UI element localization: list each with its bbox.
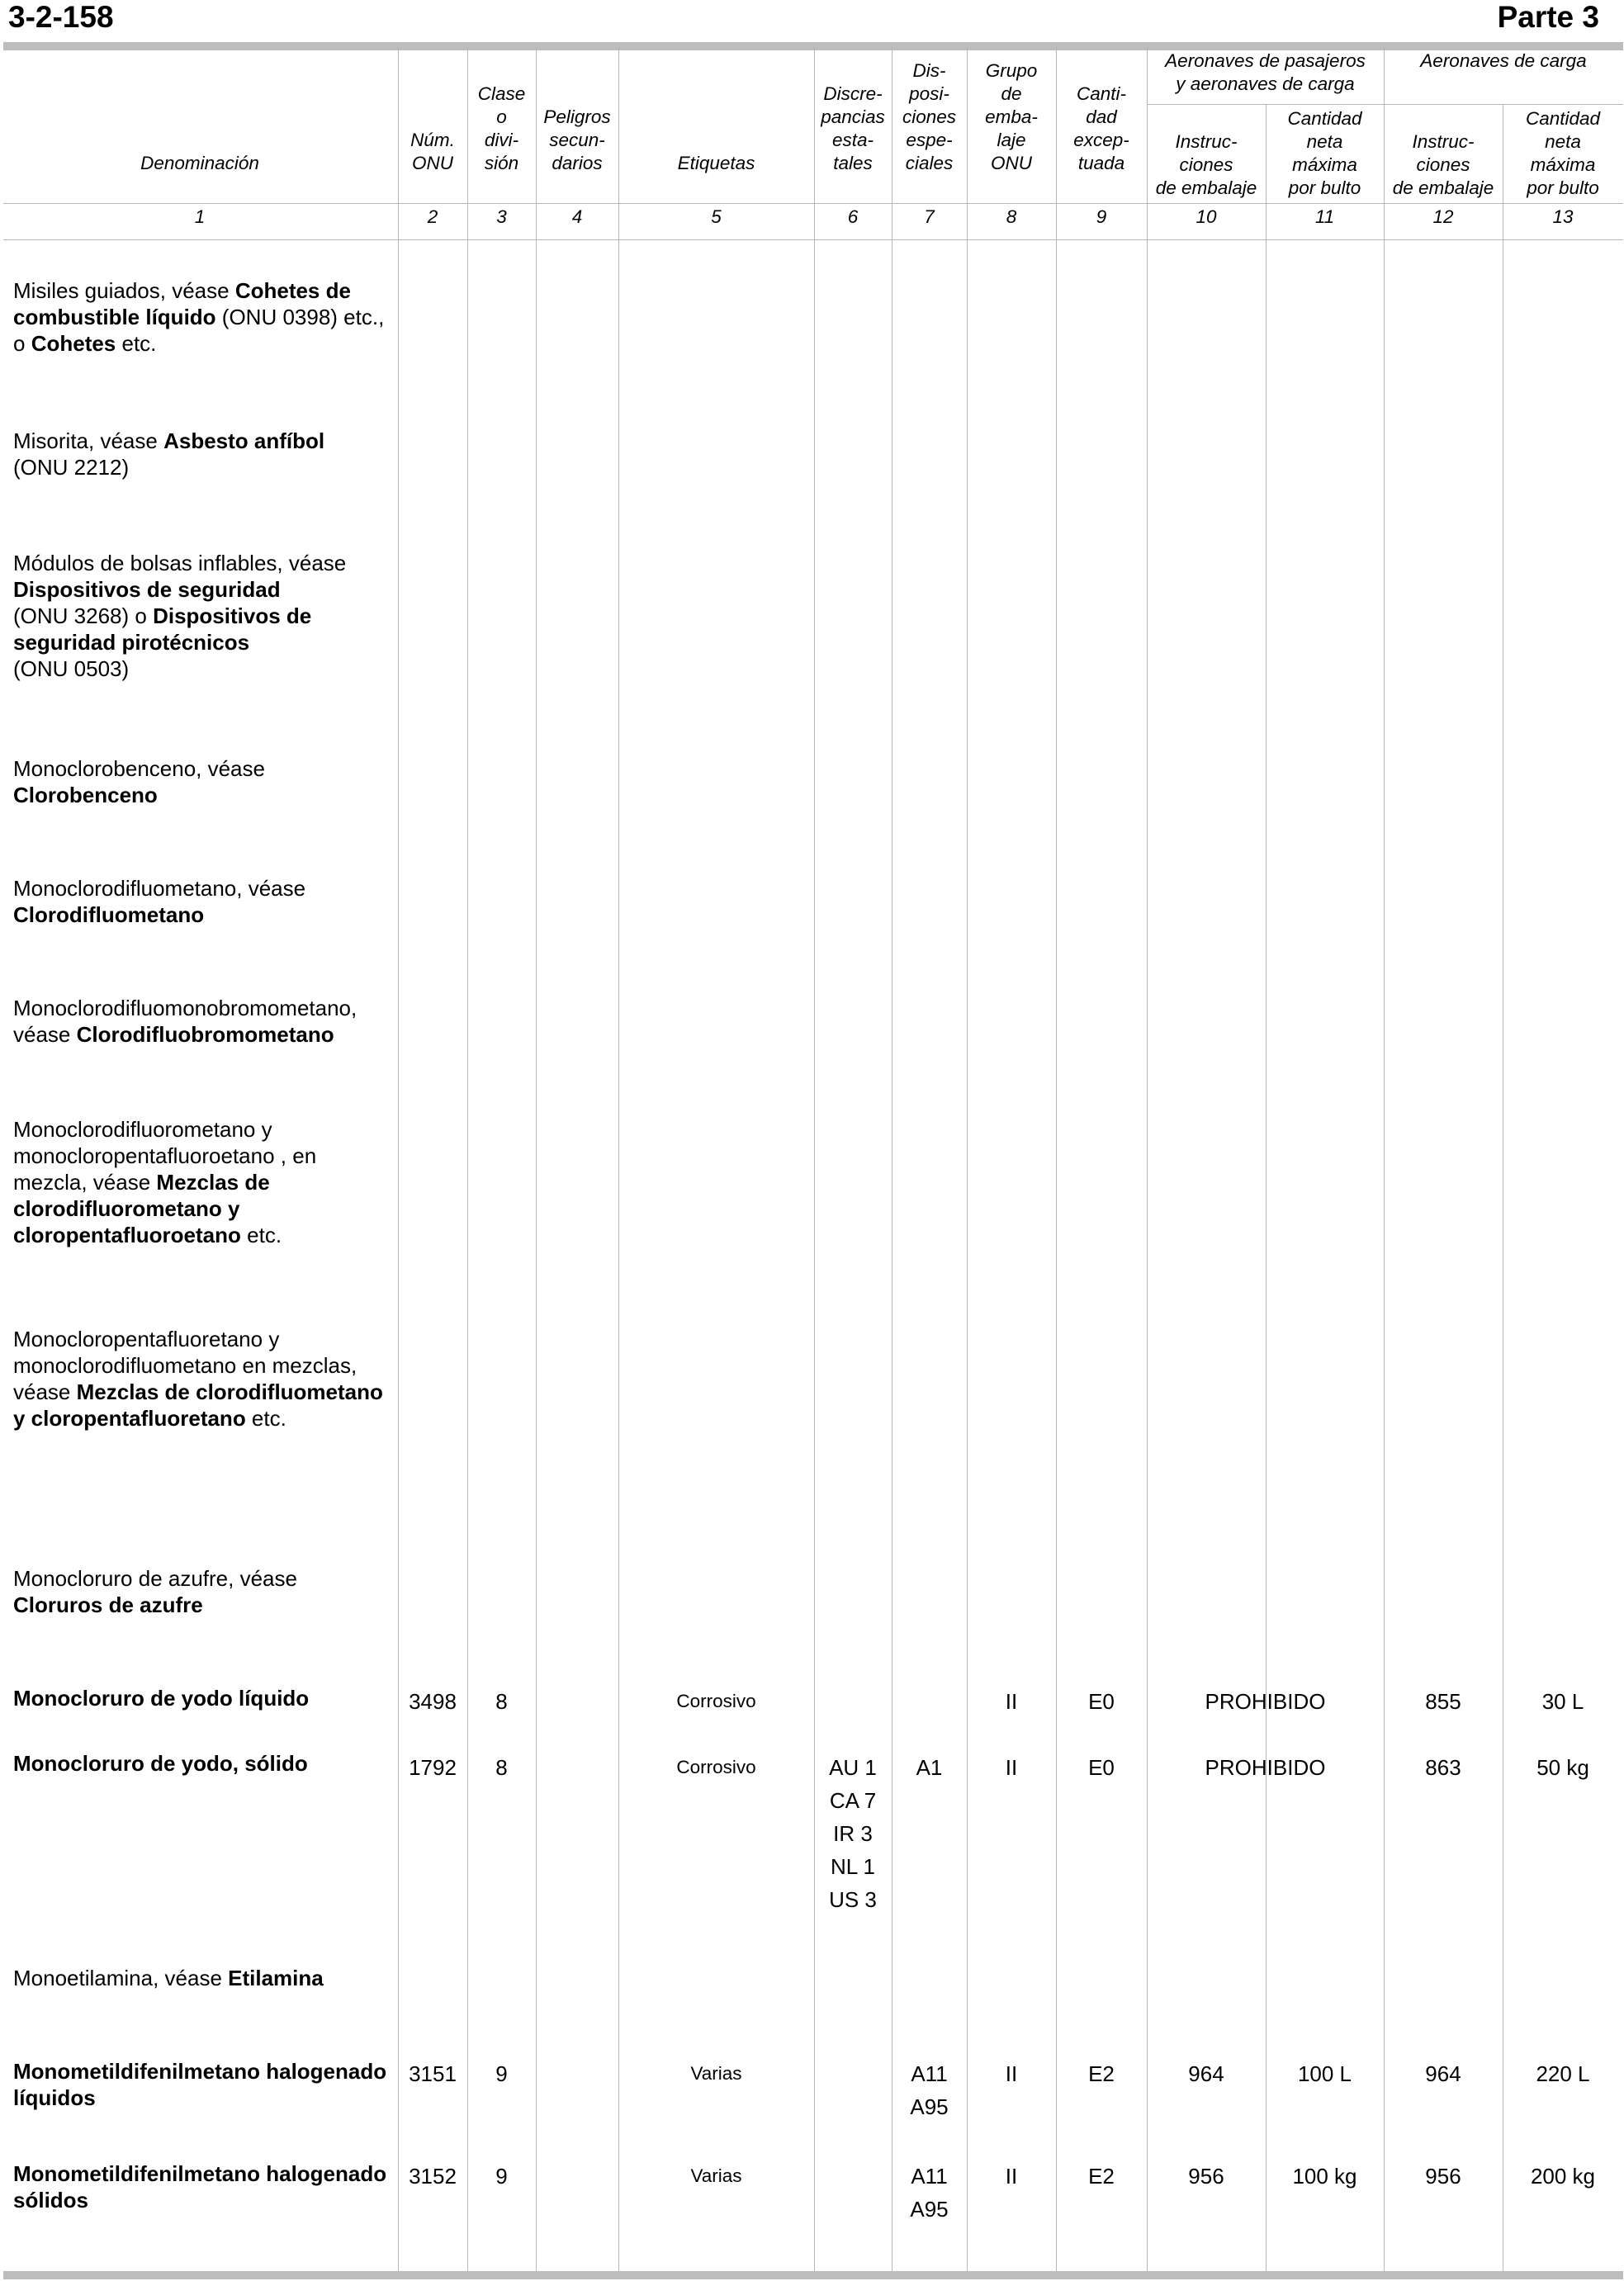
cell-instr-carga: 964 — [1425, 2061, 1461, 2086]
name-text: Clorodifluobromometano — [76, 1022, 334, 1047]
column-divider — [1384, 46, 1385, 2271]
cell-clase: 9 — [495, 2164, 508, 2189]
name-text: Monocloruro de azufre, véase — [13, 1566, 297, 1591]
row-name — [13, 1565, 393, 1618]
cell-cant-pas: 100 kg — [1292, 2164, 1357, 2189]
name-text: etc. — [245, 1406, 286, 1431]
cell-onu: 1792 — [409, 1755, 457, 1780]
name-text: Cloruros de azufre — [13, 1592, 203, 1617]
row-name — [13, 550, 393, 682]
cell-exceptuada: E2 — [1088, 2164, 1115, 2189]
name-text: Dispositivos de seguridad pirotécnicos — [13, 603, 312, 655]
cell-disposiciones: A11 A95 — [910, 2061, 949, 2119]
header-carga-group: Aeronaves de carga — [1420, 50, 1587, 71]
name-text: Asbesto anfíbol — [163, 428, 325, 453]
cell-instr-pas: 956 — [1188, 2164, 1224, 2189]
cell-cant-carga: 50 kg — [1536, 1755, 1589, 1780]
column-number-3: 3 — [496, 206, 507, 227]
name-text: véase — [13, 1379, 77, 1404]
name-text: Módulos de bolsas inflables, véase — [13, 551, 347, 575]
cell-etiquetas: Corrosivo — [676, 1691, 756, 1711]
page-header — [0, 0, 1624, 40]
bottom-rule — [3, 2271, 1623, 2279]
column-divider — [1056, 46, 1057, 2271]
column-divider — [1147, 46, 1148, 2271]
name-text: Mezclas de clorodifluometano y cloropentafluoretano — [13, 1379, 383, 1431]
column-divider — [814, 46, 815, 2271]
name-text: Monoclorodifluometano, véase — [13, 876, 306, 901]
header-discrepancias: Discre- pancias esta- tales — [821, 83, 885, 173]
column-number-4: 4 — [571, 206, 583, 227]
column-number-8: 8 — [1006, 206, 1017, 227]
name-text: mezcla, véase — [13, 1170, 157, 1195]
row-name — [13, 1750, 393, 1777]
row-name — [13, 1326, 393, 1432]
name-text: Monocloropentafluoretano y — [13, 1327, 280, 1351]
name-text: Dispositivos de seguridad — [13, 577, 281, 602]
cell-clase: 8 — [495, 1755, 508, 1780]
name-text: Monoclorodifluomonobromometano, — [13, 996, 357, 1020]
cell-onu: 3152 — [409, 2164, 457, 2189]
column-divider — [618, 46, 619, 2271]
header-grupo: Grupo de emba- laje ONU — [985, 60, 1038, 173]
cell-disposiciones: A1 — [916, 1755, 943, 1780]
header-disposiciones: Dis- posi- ciones espe- ciales — [902, 60, 957, 173]
cell-instr-carga: 855 — [1425, 1689, 1461, 1714]
cell-etiquetas: Varias — [690, 2165, 742, 2186]
name-text: (ONU 0398) etc., o — [13, 305, 385, 356]
cell-instr-carga: 863 — [1425, 1755, 1461, 1780]
header-etiquetas: Etiquetas — [677, 153, 755, 173]
page-number: 3-2-158 — [8, 0, 114, 34]
name-text: (ONU 2212) — [13, 455, 130, 480]
column-divider — [967, 46, 968, 2271]
row-divider — [3, 239, 1623, 240]
header-peligros: Peligros secun- darios — [543, 106, 611, 173]
column-divider — [398, 46, 399, 2271]
cell-cant-carga: 30 L — [1541, 1689, 1584, 1714]
cell-etiquetas: Varias — [690, 2063, 742, 2084]
row-name — [13, 755, 393, 808]
row-name — [13, 995, 393, 1048]
header-instrucciones-pasajeros: Instruc- ciones de embalaje — [1155, 131, 1257, 198]
cell-instr-carga: 956 — [1425, 2164, 1461, 2189]
cell-grupo: II — [1005, 1755, 1018, 1780]
cell-clase: 9 — [495, 2061, 508, 2086]
cell-cant-carga: 200 kg — [1530, 2164, 1596, 2189]
column-number-10: 10 — [1196, 206, 1217, 227]
row-name — [13, 428, 393, 480]
row-name — [13, 2058, 393, 2111]
header-cantidad-carga: Cantidad neta máxima por bulto — [1525, 108, 1601, 198]
name-text: Clorodifluometano — [13, 902, 205, 927]
cell-clase: 8 — [495, 1689, 508, 1714]
cell-onu: 3151 — [409, 2061, 457, 2086]
header-clase: Clase o divi- sión — [477, 83, 526, 173]
column-divider — [536, 46, 537, 2271]
cell-grupo: II — [1005, 2164, 1018, 2189]
cell-prohibido: PROHIBIDO — [1205, 1689, 1326, 1714]
name-text: monoclorodifluometano en mezclas, — [13, 1353, 357, 1378]
column-number-2: 2 — [427, 206, 438, 227]
cell-disposiciones: A11 A95 — [910, 2164, 949, 2222]
column-number-6: 6 — [847, 206, 859, 227]
name-text: (ONU 0503) — [13, 656, 130, 681]
cell-exceptuada: E0 — [1088, 1689, 1115, 1714]
cell-exceptuada: E2 — [1088, 2061, 1115, 2086]
header-denominacion: Denominación — [140, 153, 259, 173]
name-text: Monoetilamina, véase — [13, 1966, 229, 1990]
name-text: Misorita, véase — [13, 428, 164, 453]
cell-instr-pas: 964 — [1188, 2061, 1224, 2086]
name-text: Monoclorodifluorometano y — [13, 1117, 272, 1142]
cell-discrepancias: AU 1 CA 7 IR 3 NL 1 US 3 — [829, 1755, 877, 1912]
row-divider — [3, 203, 1623, 204]
name-text: Monometildifenilmetano halogenado sólidos — [13, 2161, 387, 2212]
row-name — [13, 2160, 393, 2213]
cell-prohibido: PROHIBIDO — [1205, 1755, 1326, 1780]
header-cantidad-pasajeros: Cantidad neta máxima por bulto — [1287, 108, 1362, 198]
name-text: Cohetes de combustible líquido — [13, 278, 351, 329]
cell-grupo: II — [1005, 2061, 1018, 2086]
name-text: Cohetes — [31, 331, 116, 356]
row-name — [13, 1685, 393, 1711]
name-text: Monocloruro de yodo, sólido — [13, 1751, 308, 1776]
column-number-5: 5 — [711, 206, 722, 227]
cell-grupo: II — [1005, 1689, 1018, 1714]
column-number-9: 9 — [1096, 206, 1107, 227]
name-text: Monoclorobenceno, véase — [13, 756, 265, 781]
row-divider — [1147, 104, 1623, 105]
name-text: Clorobenceno — [13, 783, 158, 807]
column-divider — [1266, 104, 1267, 2271]
name-text: etc. — [240, 1223, 282, 1247]
column-number-13: 13 — [1552, 206, 1574, 227]
column-number-1: 1 — [194, 206, 206, 227]
page-part: Parte 3 — [1497, 0, 1599, 34]
cell-onu: 3498 — [409, 1689, 457, 1714]
row-name — [13, 1965, 393, 1991]
cell-cant-carga: 220 L — [1536, 2061, 1590, 2086]
column-number-11: 11 — [1314, 206, 1335, 227]
name-text: (ONU 3268) o — [13, 603, 154, 628]
row-name — [13, 277, 393, 357]
name-text: Monometildifenilmetano halogenado líquidos — [13, 2059, 387, 2110]
name-text: Mezclas de clorodifluorometano y cloropentafluoroetano — [13, 1170, 270, 1247]
cell-exceptuada: E0 — [1088, 1755, 1115, 1780]
cell-cant-pas: 100 L — [1297, 2061, 1352, 2086]
name-text: Etilamina — [228, 1966, 324, 1990]
name-text: monocloropentafluoroetano , en — [13, 1143, 317, 1168]
header-pasajeros-group: Aeronaves de pasajeros y aeronaves de carga — [1165, 50, 1366, 94]
header-cantidad-exceptuada: Canti- dad excep- tuada — [1073, 83, 1129, 173]
cell-etiquetas: Corrosivo — [676, 1757, 756, 1777]
name-text: Monocloruro de yodo líquido — [13, 1686, 310, 1711]
row-name — [13, 875, 393, 928]
header-instrucciones-carga: Instruc- ciones de embalaje — [1392, 131, 1494, 198]
name-text: etc. — [116, 331, 157, 356]
header-num-onu: Núm. ONU — [410, 130, 455, 173]
column-number-7: 7 — [924, 206, 935, 227]
column-divider — [467, 46, 468, 2271]
name-text: Misiles guiados, véase — [13, 278, 235, 303]
row-name — [13, 1116, 393, 1248]
name-text: véase — [13, 1022, 77, 1047]
column-number-12: 12 — [1432, 206, 1454, 227]
